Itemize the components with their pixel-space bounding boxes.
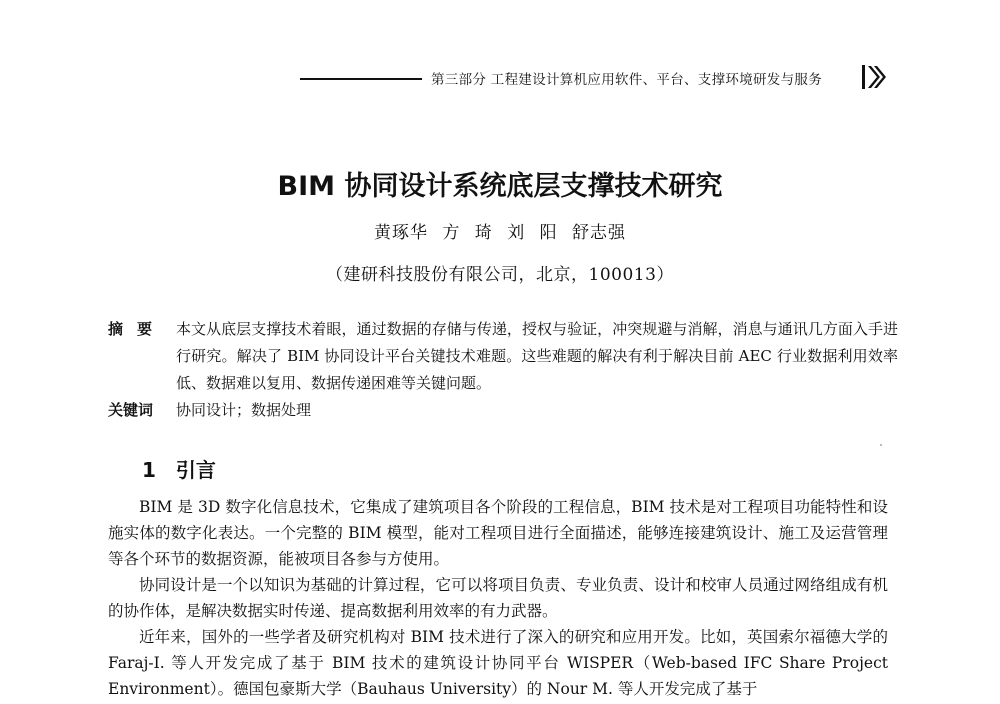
header-rule	[300, 78, 422, 80]
abstract-row	[108, 316, 898, 397]
body-paragraph: BIM 是 3D 数字化信息技术，它集成了建筑项目各个阶段的工程信息，BIM 技术是对工程项目功能特性和设施实体的数字化表达。一个完整的 BIM 模型，能对工程项目进行全面描述，能够连接建筑设计、施工及运营管理等各个环节的数据资源，能被项目各参与方使用。	[108, 498, 888, 568]
keywords-label: 关键词	[108, 401, 154, 419]
section-number: 1	[142, 458, 156, 482]
scan-speck	[880, 444, 882, 446]
section-body	[108, 494, 888, 702]
body-paragraph: 协同设计是一个以知识为基础的计算过程，它可以将项目负责、专业负责、设计和校审人员通过网络组成有机的协作体，是解决数据实时传递、提高数据利用效率的有力武器。	[108, 576, 888, 620]
paper-affiliation: （建研科技股份有限公司，北京，100013）	[326, 265, 674, 285]
body-paragraph: 近年来，国外的一些学者及研究机构对 BIM 技术进行了深入的研究和应用开发。比如，英国索尔福德大学的 Faraj-I. 等人开发完成了基于 BIM 技术的建筑设计协同平台 WISPER（Web-based IFC Share Project Environment）。德国包豪斯大学（Bauhaus University）的 Nour M. 等人开发完成了基于	[108, 628, 888, 698]
paper-authors: 黄琢华 方 琦 刘 阳 舒志强	[373, 223, 627, 243]
abstract-block	[108, 316, 898, 424]
section-heading	[142, 454, 216, 483]
abstract-text: 本文从底层支撑技术着眼，通过数据的存储与传递，授权与验证，冲突规避与消解，消息与通讯几方面入手进行研究。解决了 BIM 协同设计平台关键技术难题。这些难题的解决有利于解决目前 AEC 行业数据利用效率低、数据难以复用、数据传递困难等关键问题。	[176, 320, 898, 392]
double-chevron-icon	[860, 62, 890, 92]
keywords-text: 协同设计；数据处理	[176, 401, 312, 419]
keywords-row	[108, 397, 898, 424]
running-title: 第三部分 工程建设计算机应用软件、平台、支撑环境研发与服务	[431, 72, 822, 88]
running-header	[300, 62, 890, 92]
abstract-label: 摘要	[108, 320, 167, 338]
section-title: 引言	[175, 458, 216, 482]
paper-title: BIM 协同设计系统底层支撑技术研究	[277, 171, 723, 202]
